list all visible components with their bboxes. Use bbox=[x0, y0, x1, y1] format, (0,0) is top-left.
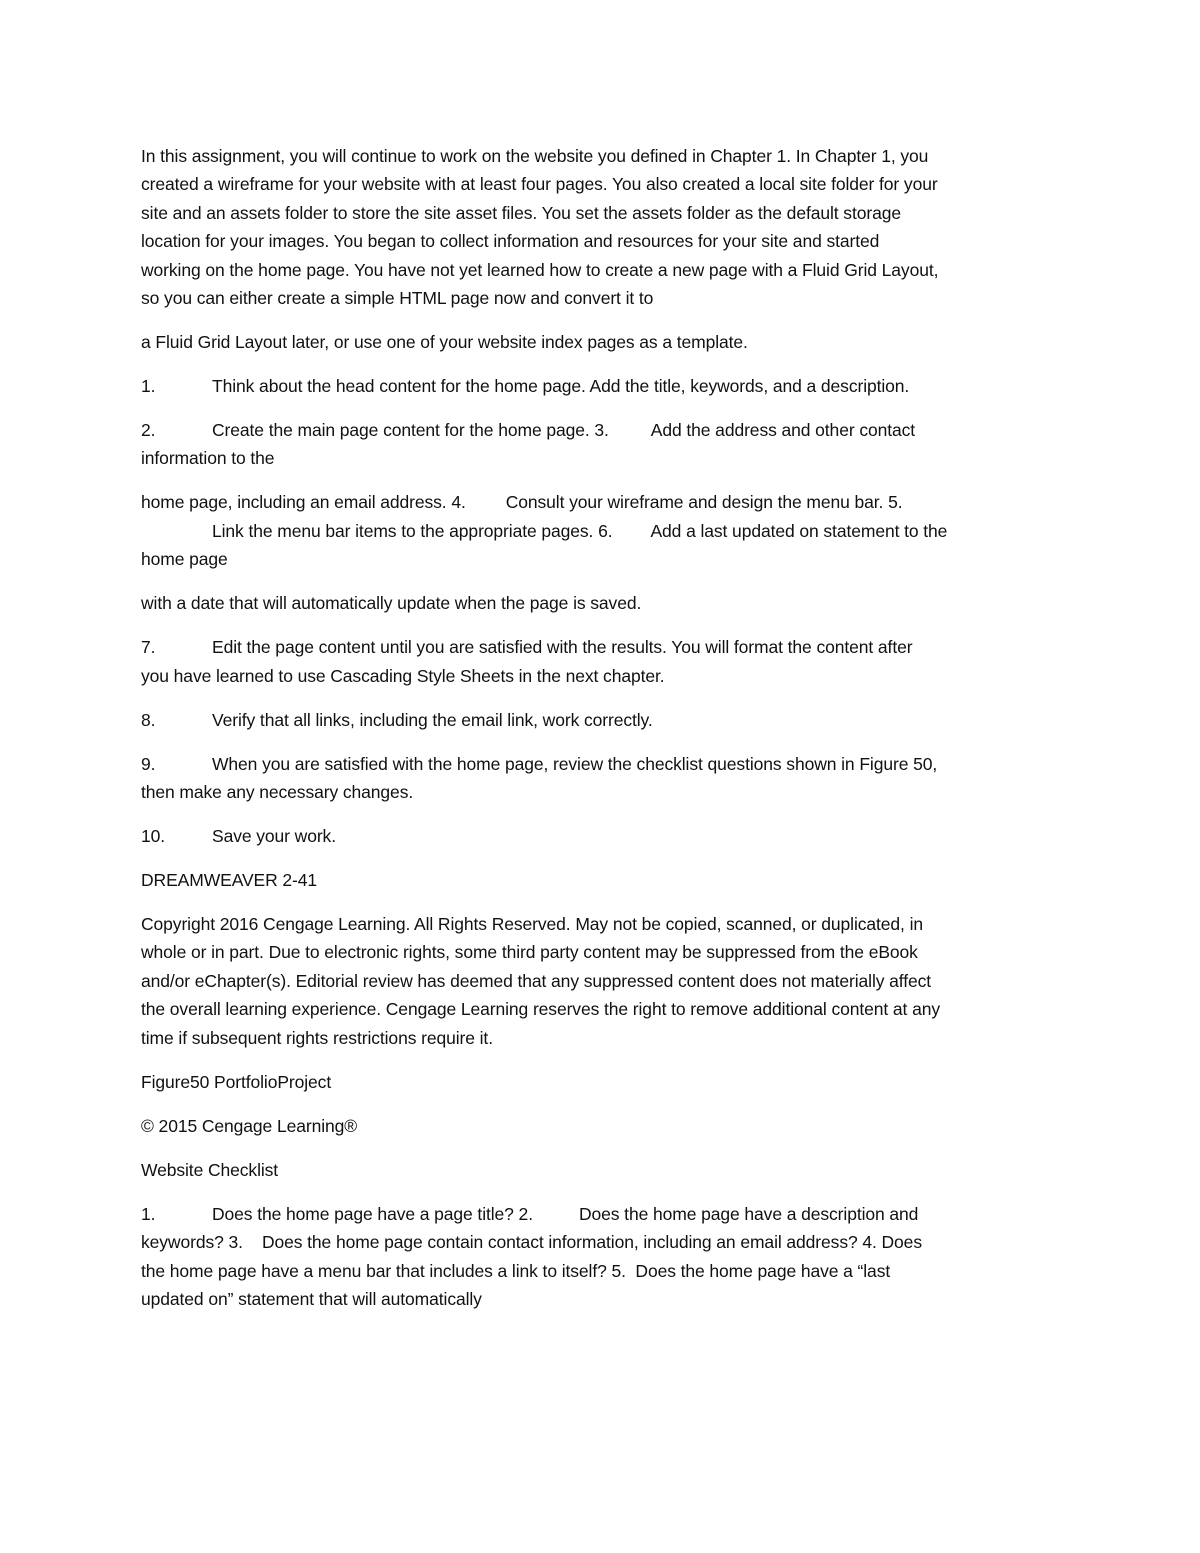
step-2-continuation bbox=[141, 488, 1061, 573]
document-body bbox=[141, 142, 1061, 1329]
copyright-line-3: and/or eChapter(s). Editorial review has deemed that any suppressed content does not materially affect bbox=[141, 970, 932, 991]
figure-caption: Figure50 PortfolioProject bbox=[141, 1071, 332, 1092]
step-text: When you are satisfied with the home page, review the checklist questions shown in Figure 50, bbox=[212, 753, 938, 774]
intro-line-3: site and an assets folder to store the site asset files. You set the assets folder as the default storage bbox=[141, 202, 901, 223]
intro-line-5: working on the home page. You have not yet learned how to create a new page with a Fluid Grid Layout, bbox=[141, 259, 939, 280]
step-9 bbox=[141, 750, 1061, 807]
copyright-line-2: whole or in part. Due to electronic rights, some third party content may be suppressed from the eBook bbox=[141, 942, 918, 963]
step-number: 8. bbox=[141, 709, 156, 730]
checklist-text: Does the home page have a description and bbox=[578, 1203, 919, 1224]
step-6-continuation: with a date that will automatically update when the page is saved. bbox=[141, 593, 642, 614]
step-1 bbox=[141, 372, 1061, 400]
step-2 bbox=[141, 416, 1061, 473]
step-text: home page, including an email address. 4. bbox=[141, 492, 466, 513]
step-number: 9. bbox=[141, 753, 156, 774]
intro-line-4: location for your images. You began to collect information and resources for your site and started bbox=[141, 231, 880, 252]
page-reference: DREAMWEAVER 2-41 bbox=[141, 870, 318, 891]
intro-line-2: created a wireframe for your website with at least four pages. You also created a local site folder for your bbox=[141, 174, 938, 195]
step-text: Save your work. bbox=[212, 826, 336, 847]
step-number: 1. bbox=[141, 376, 156, 397]
checklist-text: Does the home page have a page title? 2. bbox=[212, 1203, 533, 1224]
step-10 bbox=[141, 822, 1061, 850]
checklist-title: Website Checklist bbox=[141, 1159, 279, 1180]
checklist-number: 1. bbox=[141, 1203, 156, 1224]
step-text: you have learned to use Cascading Style Sheets in the next chapter. bbox=[141, 665, 665, 686]
step-text: Consult your wireframe and design the menu bar. 5. bbox=[505, 492, 903, 513]
checklist-text: updated on” statement that will automatically bbox=[141, 1288, 482, 1309]
figure-credit: © 2015 Cengage Learning® bbox=[141, 1115, 358, 1136]
step-7 bbox=[141, 633, 1061, 690]
step-text: then make any necessary changes. bbox=[141, 782, 414, 803]
intro-paragraph bbox=[141, 142, 1061, 312]
step-text: Add a last updated on statement to the bbox=[650, 520, 948, 541]
step-text: Create the main page content for the home page. 3. bbox=[212, 420, 609, 441]
step-text: Verify that all links, including the email link, work correctly. bbox=[212, 709, 653, 730]
copyright-line-4: the overall learning experience. Cengage Learning reserves the right to remove additional content at any bbox=[141, 999, 940, 1020]
step-number: 2. bbox=[141, 420, 156, 441]
intro-continuation: a Fluid Grid Layout later, or use one of your website index pages as a template. bbox=[141, 332, 748, 353]
intro-line-1: In this assignment, you will continue to work on the website you defined in Chapter 1. In Chapter 1, you bbox=[141, 146, 929, 166]
copyright-line-1: Copyright 2016 Cengage Learning. All Rights Reserved. May not be copied, scanned, or duplicated, in bbox=[141, 914, 923, 935]
step-number: 7. bbox=[141, 637, 156, 658]
step-text: Link the menu bar items to the appropriate pages. 6. bbox=[212, 520, 613, 541]
step-8 bbox=[141, 706, 1061, 734]
step-text: home page bbox=[141, 549, 228, 570]
step-number: 10. bbox=[141, 826, 166, 847]
intro-line-6: so you can either create a simple HTML page now and convert it to bbox=[141, 288, 654, 309]
copyright-line-5: time if subsequent rights restrictions require it. bbox=[141, 1027, 493, 1048]
step-text: Edit the page content until you are satisfied with the results. You will format the content after bbox=[212, 637, 913, 658]
step-text: Think about the head content for the home page. Add the title, keywords, and a description. bbox=[212, 376, 910, 397]
checklist-text: the home page have a menu bar that includes a link to itself? 5. Does the home page have a “last bbox=[141, 1260, 891, 1281]
checklist-items bbox=[141, 1200, 1061, 1314]
step-text: Add the address and other contact bbox=[650, 420, 916, 441]
checklist-text: keywords? 3. Does the home page contain contact information, including an email address? 4. Does bbox=[141, 1232, 922, 1253]
step-text: information to the bbox=[141, 448, 275, 469]
copyright-notice bbox=[141, 910, 1061, 1052]
